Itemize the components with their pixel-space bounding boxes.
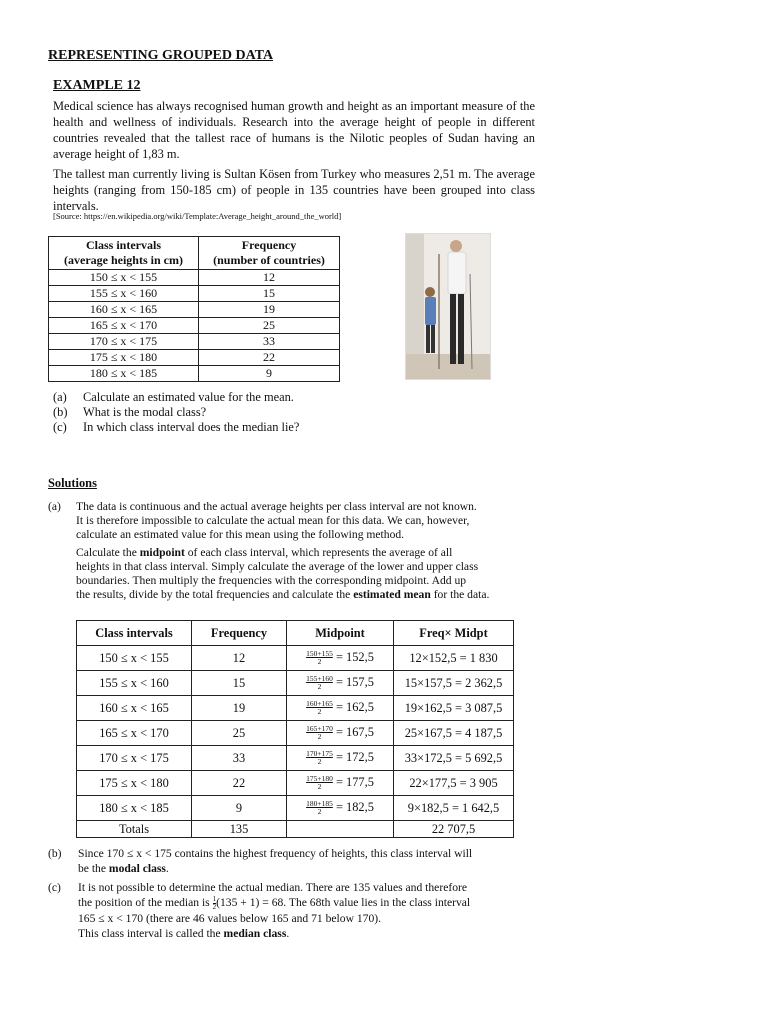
cell-interval: 160 ≤ x < 165 — [77, 696, 192, 721]
cell-interval: 175 ≤ x < 180 — [77, 771, 192, 796]
header-freq-midpt: Freq× Midpt — [394, 621, 514, 646]
cell-product: 25×167,5 = 4 187,5 — [394, 721, 514, 746]
totals-product: 22 707,5 — [394, 821, 514, 838]
question-b: (b) What is the modal class? — [53, 405, 207, 419]
header-class-intervals: Class intervals — [77, 621, 192, 646]
cell-midpoint: $\frac{180+185}{2}$ = 182,5 — [287, 796, 394, 821]
midpoint-table — [76, 620, 514, 838]
table-row — [77, 646, 514, 671]
table-row: 175 ≤ x < 180 22 — [49, 350, 340, 366]
cell-product: 22×177,5 = 3 905 — [394, 771, 514, 796]
midpoint-fraction: $\frac{175+180}{2}$ — [306, 774, 333, 792]
page-heading: REPRESENTING GROUPED DATA — [48, 48, 274, 63]
cell-interval: 170 ≤ x < 175 — [77, 746, 192, 771]
totals-midpoint-empty — [287, 821, 394, 838]
totals-label: Totals — [77, 821, 192, 838]
photo-illustration — [406, 234, 490, 379]
tall-man-photo — [405, 233, 491, 380]
cell-frequency: 9 — [192, 796, 287, 821]
solution-b: (b) Since 170 ≤ x < 175 contains the highest frequency of heights, this class interval will be the modal class. — [48, 847, 473, 875]
question-c: (c) In which class interval does the median lie? — [53, 420, 300, 434]
cell-interval: 150 ≤ x < 155 — [77, 646, 192, 671]
solutions-heading: Solutions — [48, 476, 97, 490]
cell-frequency: 25 — [192, 721, 287, 746]
cell-midpoint: $\frac{160+165}{2}$ = 162,5 — [287, 696, 394, 721]
solution-a: (a) The data is continuous and the actual average heights per class interval are not known. It is therefore impossible to calculate the actual mean for this data. We can, however, calculate an estimated value for this mean using the following method. Calculate the midpoint of each class interval, which represents the average of all heights in that class interval. Simply calculate the average of the lower and upper class boundaries. Then multiply the frequencies with the corresponding midpoint. Add up the results, divide by the total frequencies and calculate the estimated mean for the data. — [48, 500, 490, 601]
midpoint-fraction: $\frac{165+170}{2}$ — [306, 724, 333, 742]
midpoint-fraction: $\frac{170+175}{2}$ — [306, 749, 333, 767]
table-row: 155 ≤ x < 160 15 — [49, 286, 340, 302]
cell-frequency: 12 — [192, 646, 287, 671]
midpoint-fraction: $\frac{180+185}{2}$ — [306, 799, 333, 817]
midpoint-fraction: $\frac{155+160}{2}$ — [306, 674, 333, 692]
table-row: 180 ≤ x < 185 9 — [49, 366, 340, 382]
cell-interval: 180 ≤ x < 185 — [77, 796, 192, 821]
table-row — [77, 746, 514, 771]
table-row: 170 ≤ x < 175 33 — [49, 334, 340, 350]
source-citation: [Source: https://en.wikipedia.org/wiki/Template:Average_height_around_the_world] — [53, 211, 342, 221]
cell-product: 15×157,5 = 2 362,5 — [394, 671, 514, 696]
table-row — [77, 721, 514, 746]
table-row — [77, 671, 514, 696]
cell-midpoint: $\frac{155+160}{2}$ = 157,5 — [287, 671, 394, 696]
one-half-fraction: $\frac{1}{2}$ — [212, 894, 217, 911]
context-paragraph: The tallest man currently living is Sultan Kösen from Turkey who measures 2,51 m. The average heights (ranging from 150-185 cm) of people in 135 countries have been grouped into class intervals. — [53, 167, 535, 213]
cell-midpoint: $\frac{150+155}{2}$ = 152,5 — [287, 646, 394, 671]
midpoint-fraction: $\frac{150+155}{2}$ — [306, 649, 333, 667]
midpoint-fraction: $\frac{160+165}{2}$ — [306, 699, 333, 717]
table-row: 150 ≤ x < 155 12 — [49, 270, 340, 286]
header-midpoint: Midpoint — [287, 621, 394, 646]
cell-product: 19×162,5 = 3 087,5 — [394, 696, 514, 721]
totals-row — [77, 821, 514, 838]
question-a: (a) Calculate an estimated value for the mean. — [53, 390, 294, 404]
cell-midpoint: $\frac{175+180}{2}$ = 177,5 — [287, 771, 394, 796]
table-row — [77, 796, 514, 821]
table-header-class-intervals: Class intervals (average heights in cm) — [49, 237, 199, 270]
totals-frequency: 135 — [192, 821, 287, 838]
cell-frequency: 33 — [192, 746, 287, 771]
example-title: EXAMPLE 12 — [53, 78, 141, 93]
table-header-frequency: Frequency (number of countries) — [199, 237, 340, 270]
frequency-table — [48, 236, 340, 382]
table-row — [77, 771, 514, 796]
cell-product: 9×182,5 = 1 642,5 — [394, 796, 514, 821]
cell-interval: 165 ≤ x < 170 — [77, 721, 192, 746]
solution-c: (c) It is not possible to determine the actual median. There are 135 values and therefore the position of the median is $\frac{1}{2}$ (135 + 1) = 68. The 68th value lies in the class interval 165 ≤ x < 170 (there are 46 values below 165 and 71 below 170). This class interval is called the median class. — [48, 881, 471, 940]
table-row — [77, 696, 514, 721]
header-frequency: Frequency — [192, 621, 287, 646]
cell-midpoint: $\frac{165+170}{2}$ = 167,5 — [287, 721, 394, 746]
cell-frequency: 22 — [192, 771, 287, 796]
cell-product: 33×172,5 = 5 692,5 — [394, 746, 514, 771]
table-row: 165 ≤ x < 170 25 — [49, 318, 340, 334]
cell-frequency: 19 — [192, 696, 287, 721]
intro-paragraph: Medical science has always recognised human growth and height as an important measure of the health and wellness of individuals. Research into the average height of people in different countries revealed that the tallest race of humans is the Nilotic peoples of Sudan having an average height of 1,83 m. — [53, 99, 535, 161]
cell-midpoint: $\frac{170+175}{2}$ = 172,5 — [287, 746, 394, 771]
cell-interval: 155 ≤ x < 160 — [77, 671, 192, 696]
table-row: 160 ≤ x < 165 19 — [49, 302, 340, 318]
cell-frequency: 15 — [192, 671, 287, 696]
cell-product: 12×152,5 = 1 830 — [394, 646, 514, 671]
